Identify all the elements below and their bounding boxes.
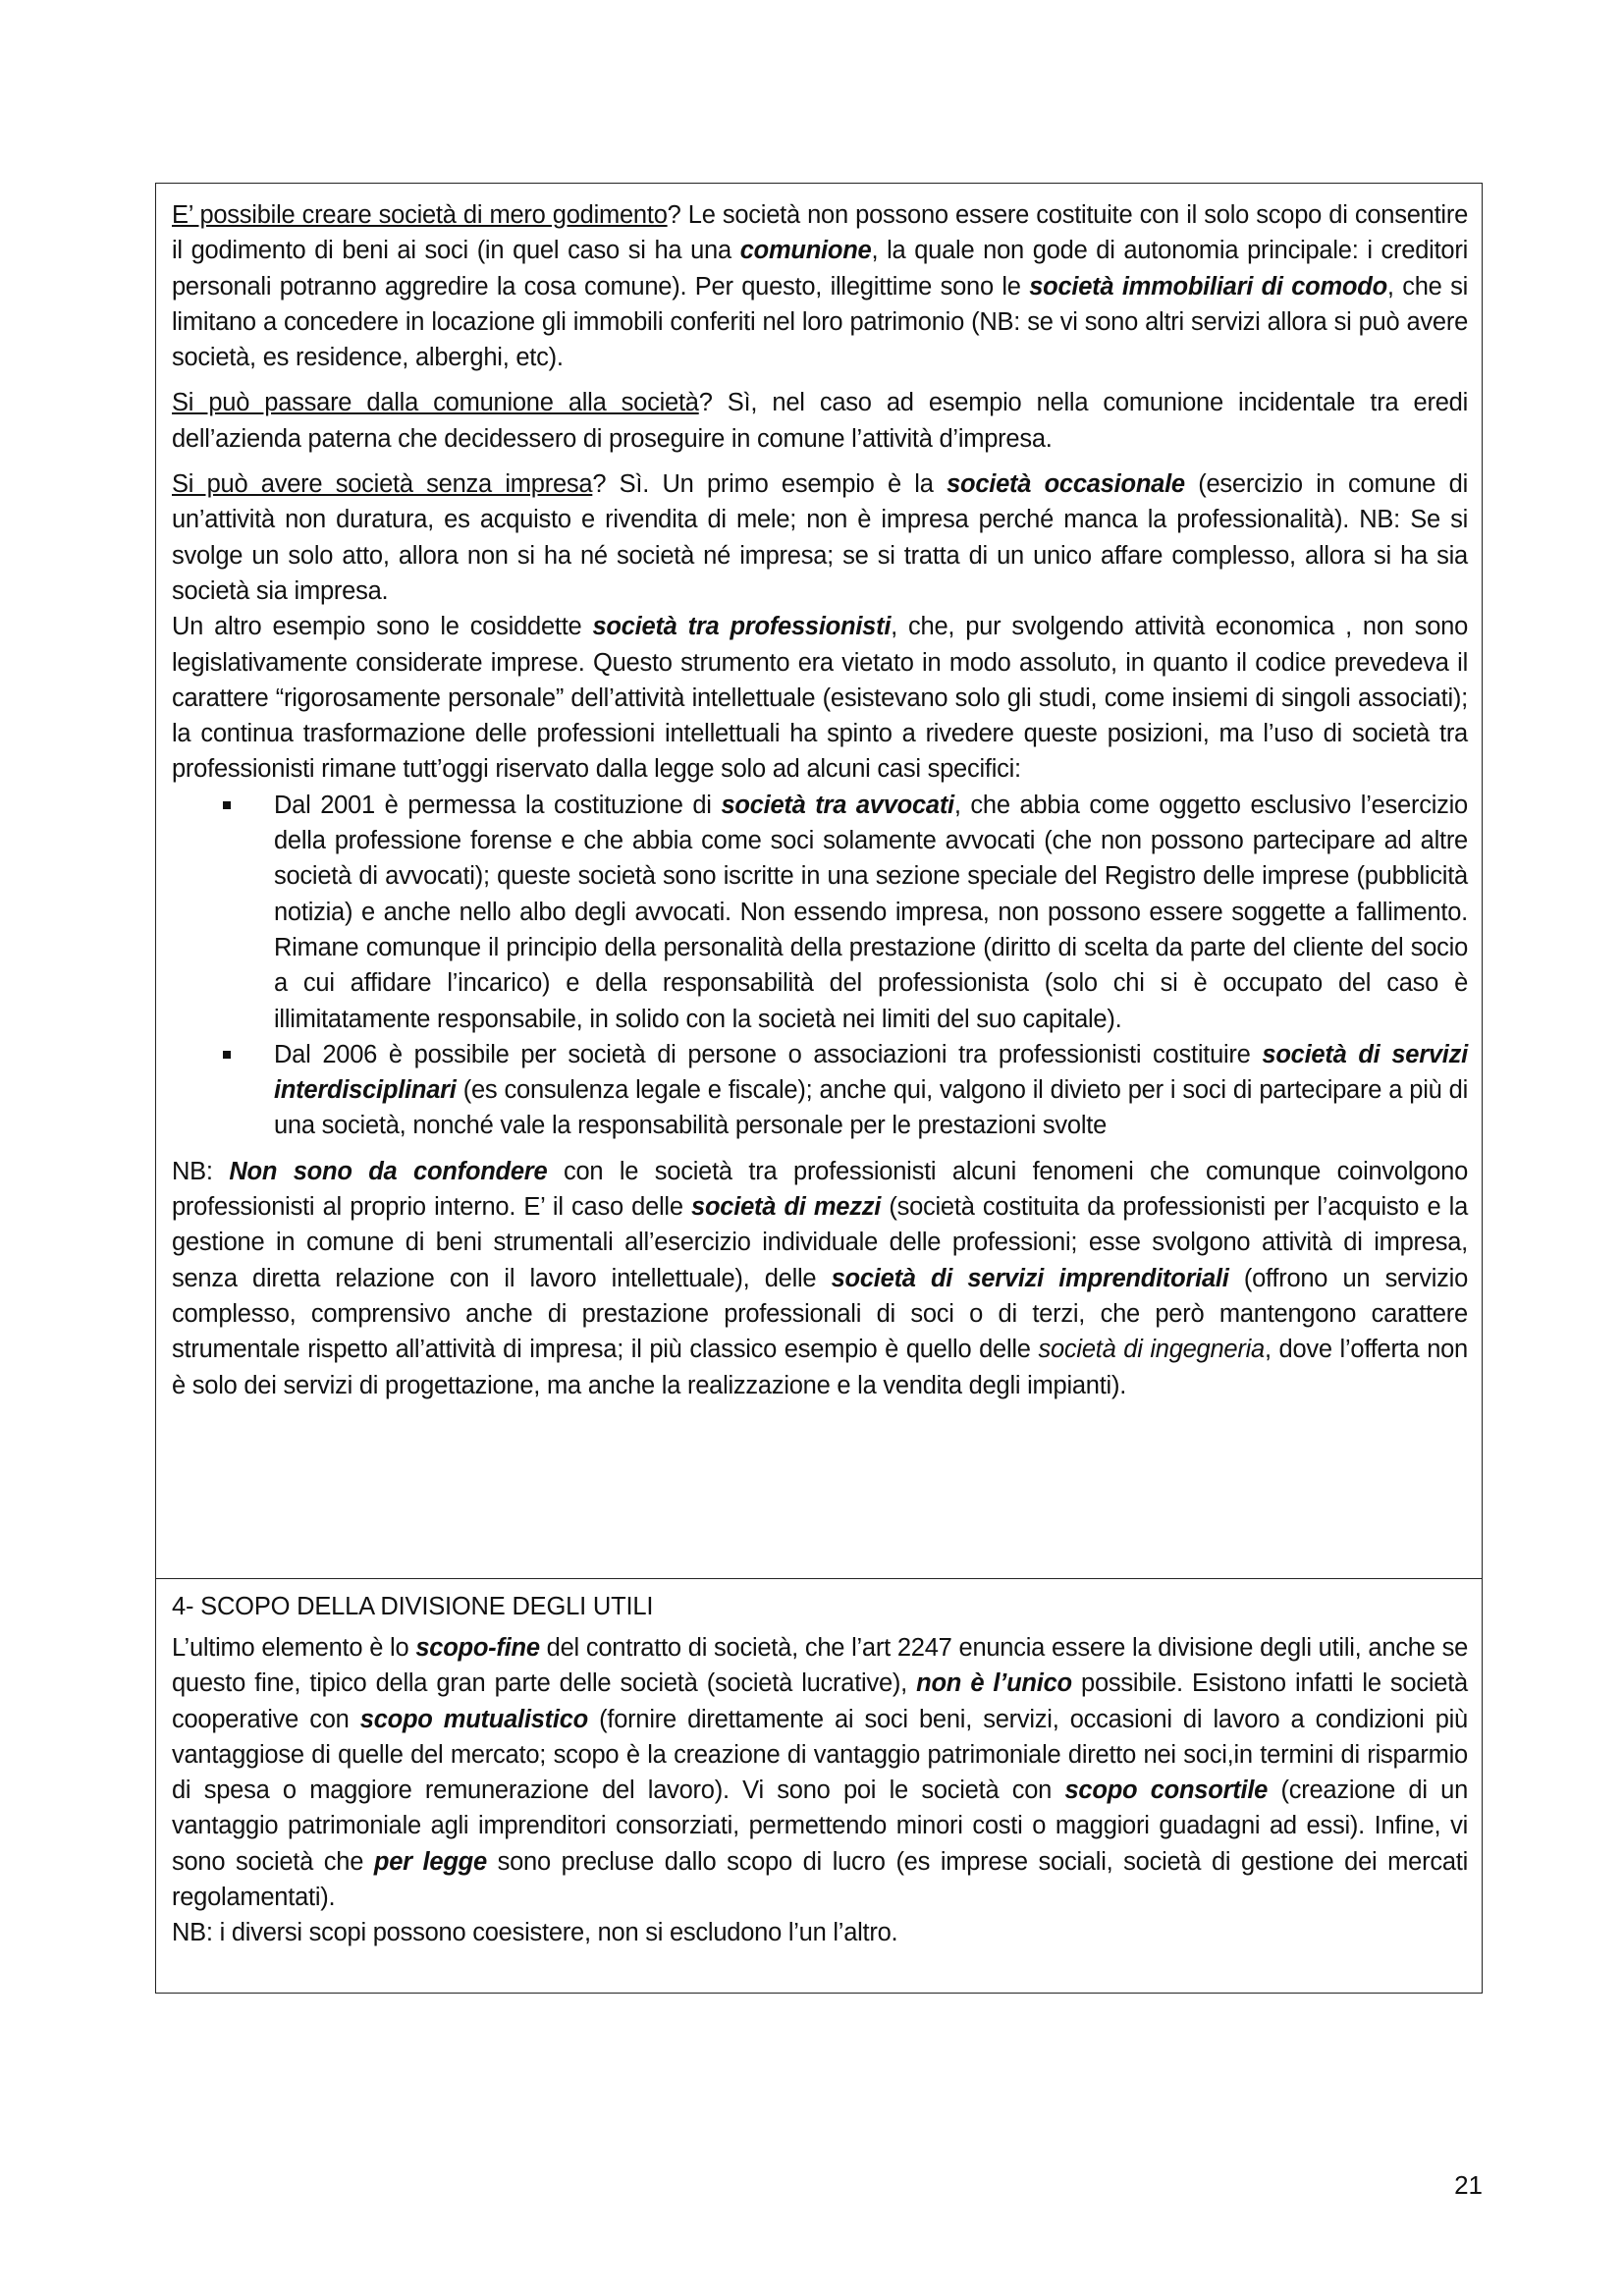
term-societa-occasionale: società occasionale — [947, 470, 1185, 499]
term-societa-avvocati: società tra avvocati — [721, 791, 954, 819]
section-society-types — [156, 184, 1482, 1578]
term-comunione: comunione — [739, 237, 872, 265]
question-underlined: Si può avere società senza impresa — [172, 470, 593, 499]
question-underlined: Si può passare dalla comunione alla società — [172, 389, 699, 417]
paragraph-scopo-fine: L’ultimo elemento è lo scopo-fine del contratto di società, che l’art 2247 enuncia essere la divisione degli utili, anche se questo fine, tipico della gran parte delle società (società lucrative), non è l’unico possibile. Esistono infatti le società cooperative con scopo mutualistico (fornire direttamente ai soci beni, servizi, occasioni di lavoro a condizioni più vantaggiose di quelle del mercato; scopo è la creazione di vantaggio patrimoniale diretto nei soci,in termini di risparmio di spesa o maggiore remunerazione del lavoro). Vi sono poi le società con scopo consortile (creazione di un vantaggio patrimoniale agli imprenditori consorziati, permettendo minori costi o maggiori guadagni ad essi). Infine, vi sono società che per legge sono precluse dallo scopo di lucro (es imprese sociali, società di gestione dei mercati regolamentati). — [172, 1634, 1469, 1912]
list-item: Dal 2006 è possibile per società di persone o associazioni tra professionisti costituire società di servizi interdisciplinari (es consulenza legale e fiscale); anche qui, valgono il divieto per i soci di partecipare a più di una società, nonché vale la responsabilità personale per le prestazioni svolte — [172, 1037, 1468, 1144]
term-non-confondere: Non sono da confondere — [229, 1157, 548, 1185]
term-servizi-imprenditoriali: società di servizi imprenditoriali — [831, 1264, 1229, 1292]
term-societa-immobiliari: società immobiliari di comodo — [1029, 272, 1387, 301]
paragraph-non-confondere: NB: Non sono da confondere con le società tra professionisti alcuni fenomeni che comunque coinvolgono professionisti al proprio interno. E’ il caso delle società di mezzi (società costituita da professionisti per l’acquisto e la gestione in comune di beni strumentali all’esercizio individuale delle professioni; esse svolgono attività di impresa, senza diretta relazione con il lavoro intellettuale), delle società di servizi imprenditoriali (offrono un servizio complesso, comprensivo anche di prestazione professionali di soci o di terzi, che però mantengono carattere strumentale rispetto all’attività di impresa; il più classico esempio è quello delle società di ingegneria, dove l’offerta non è solo dei servizi di progettazione, ma anche la realizzazione e la vendita degli impianti). — [172, 1157, 1469, 1399]
term-scopo-consortile: scopo consortile — [1064, 1777, 1269, 1805]
square-bullet-icon — [223, 801, 231, 809]
term-servizi-interdisciplinari: società di servizi interdisciplinari — [274, 1040, 1468, 1105]
term-non-unico: non è l’unico — [916, 1669, 1072, 1698]
term-societa-professionisti: società tra professionisti — [592, 613, 892, 641]
list-item: Dal 2001 è permessa la costituzione di società tra avvocati, che abbia come oggetto esclusivo l’esercizio della professione forense e che abbia come soci solamente avvocati (che non possono partecipare ad altre società di avvocati); queste società sono iscritte in una sezione speciale del Registro delle imprese (pubblicità notizia) e anche nello albo degli avvocati. Non essendo impresa, non possono essere soggette a fallimento. Rimane comunque il principio della personalità della prestazione (diritto di scelta da parte del cliente del socio a cui affidare l’incarico) e della responsabilità del professionista (solo chi si è occupato del caso è illimitatamente responsabile, in solido con la società nei limiti del suo capitale). — [172, 788, 1468, 1037]
section-heading: 4- SCOPO DELLA DIVISIONE DEGLI UTILI — [172, 1593, 654, 1620]
square-bullet-icon — [223, 1051, 231, 1059]
section-scopo-utili — [156, 1578, 1482, 1993]
term-per-legge: per legge — [373, 1847, 487, 1876]
paragraph-comunione-societa: Si può passare dalla comunione alla società? Sì, nel caso ad esempio nella comunione incidentale tra eredi dell’azienda paterna che decidessero di proseguire in comune l’attività d’impresa. — [172, 389, 1468, 453]
term-scopo-fine: scopo-fine — [415, 1634, 540, 1662]
paragraph-mero-godimento: E’ possibile creare società di mero godimento? Le società non possono essere costituite con il solo scopo di consentire il godimento di beni ai soci (in quel caso si ha una comunione, la quale non gode di autonomia principale: i creditori personali potranno aggredire la cosa comune). Per questo, illegittime sono le società immobiliari di comodo, che si limitano a concedere in locazione gli immobili conferiti nel loro patrimonio (NB: se vi sono altri servizi allora si può avere società, es residence, alberghi, etc). — [172, 201, 1468, 372]
paragraph-societa-professionisti: Un altro esempio sono le cosiddette società tra professionisti, che, pur svolgendo attività economica , non sono legislativamente considerate imprese. Questo strumento era vietato in modo assoluto, in quanto il codice prevedeva il carattere “rigorosamente personale” dell’attività intellettuale (esistevano solo gli studi, come insiemi di singoli associati); la continua trasformazione delle professioni intellettuali ha spinto a rivedere queste posizioni, ma l’uso di società tra professionisti rimane tutt’oggi riservato dalla legge solo ad alcuni casi specifici: — [172, 613, 1469, 784]
term-scopo-mutualistico: scopo mutualistico — [359, 1705, 588, 1733]
paragraph-nb-scopi: NB: i diversi scopi possono coesistere, non si escludono l’un l’altro. — [172, 1919, 898, 1947]
paragraph-societa-senza-impresa: Si può avere società senza impresa? Sì. Un primo esempio è la società occasionale (esercizio in comune di un’attività non duratura, es acquisto e rivendita di mele; non è impresa perché manca la professionalità). NB: Se si svolge un solo atto, allora non si ha né società né impresa; se si tratta di un unico affare complesso, allora si ha sia società sia impresa. — [172, 470, 1468, 605]
term-societa-ingegneria: società di ingegneria — [1038, 1336, 1265, 1364]
question-underlined: E’ possibile creare società di mero godimento — [172, 201, 668, 229]
bullet-list — [172, 788, 1468, 1144]
term-societa-mezzi: società di mezzi — [691, 1193, 882, 1222]
document-box — [155, 183, 1483, 1994]
page-number: 21 — [1454, 2170, 1483, 2200]
